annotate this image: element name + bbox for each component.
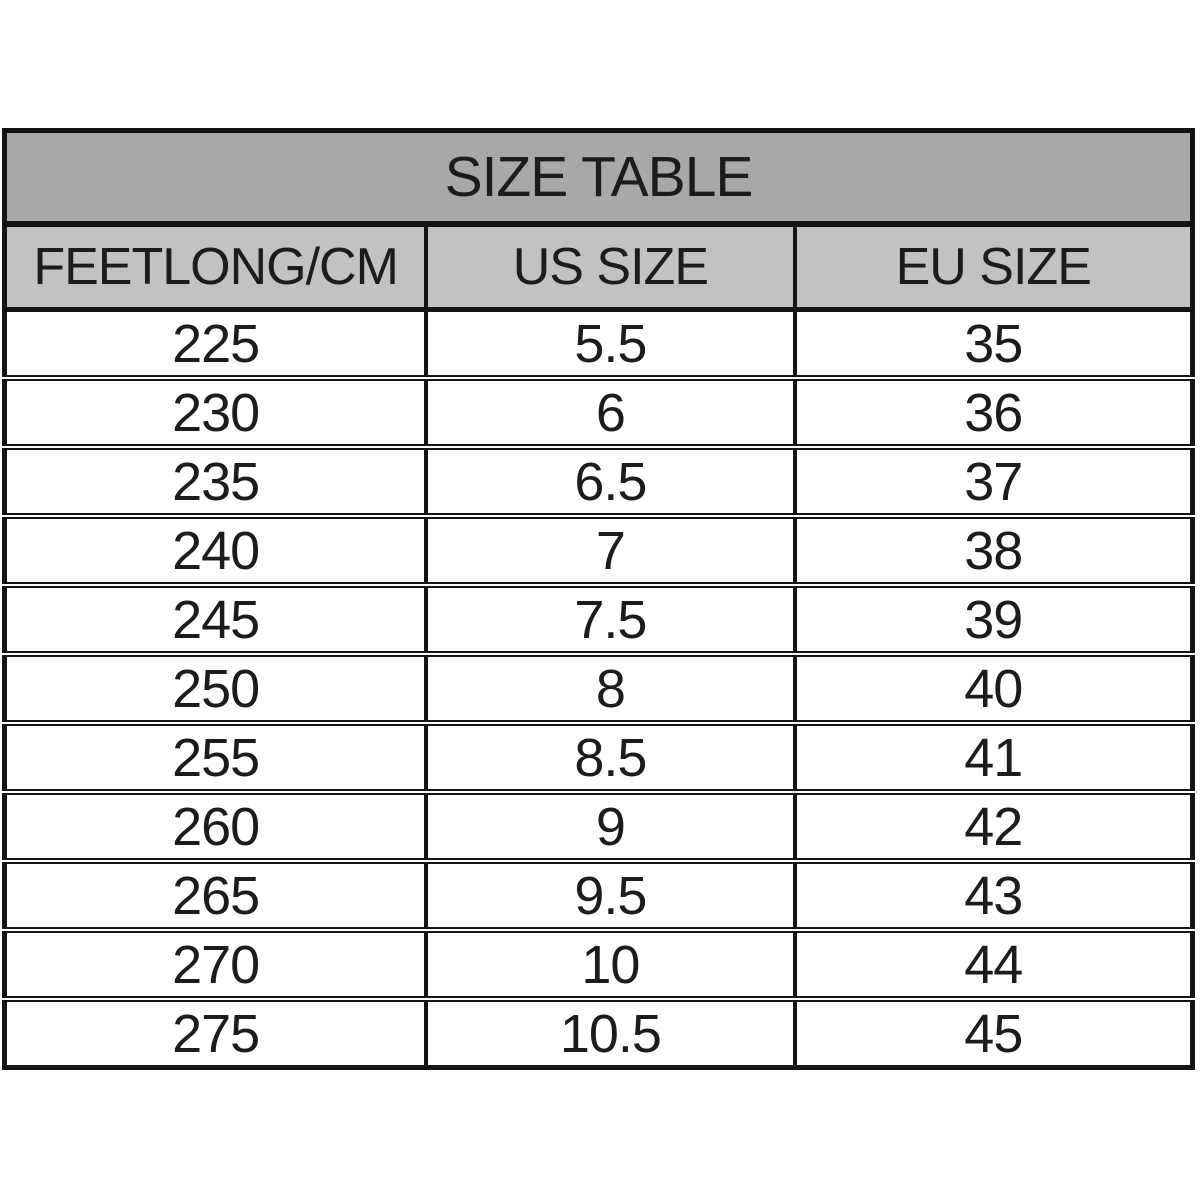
size-table-container xyxy=(2,128,1195,1070)
us-size-cell: 7.5 xyxy=(426,585,794,654)
column-header-us-size: US SIZE xyxy=(426,224,794,310)
table-row xyxy=(5,723,1193,792)
eu-size-cell: 40 xyxy=(795,654,1193,723)
feetlong-cell: 240 xyxy=(5,516,427,585)
column-header-eu-size: EU SIZE xyxy=(795,224,1193,310)
column-header-feetlong-cm: FEETLONG/CM xyxy=(5,224,427,310)
table-row xyxy=(5,310,1193,379)
eu-size-cell: 44 xyxy=(795,930,1193,999)
us-size-cell: 10.5 xyxy=(426,999,794,1068)
table-row xyxy=(5,792,1193,861)
eu-size-cell: 35 xyxy=(795,310,1193,379)
feetlong-cell: 225 xyxy=(5,310,427,379)
table-row xyxy=(5,654,1193,723)
feetlong-cell: 260 xyxy=(5,792,427,861)
us-size-cell: 8 xyxy=(426,654,794,723)
table-row xyxy=(5,930,1193,999)
header-row xyxy=(5,224,1193,310)
us-size-cell: 5.5 xyxy=(426,310,794,379)
table-row xyxy=(5,516,1193,585)
us-size-cell: 10 xyxy=(426,930,794,999)
feetlong-cell: 235 xyxy=(5,447,427,516)
size-table xyxy=(2,128,1195,1070)
us-size-cell: 7 xyxy=(426,516,794,585)
eu-size-cell: 37 xyxy=(795,447,1193,516)
feetlong-cell: 275 xyxy=(5,999,427,1068)
eu-size-cell: 42 xyxy=(795,792,1193,861)
table-row xyxy=(5,585,1193,654)
feetlong-cell: 230 xyxy=(5,378,427,447)
eu-size-cell: 41 xyxy=(795,723,1193,792)
feetlong-cell: 245 xyxy=(5,585,427,654)
us-size-cell: 8.5 xyxy=(426,723,794,792)
eu-size-cell: 38 xyxy=(795,516,1193,585)
table-row xyxy=(5,861,1193,930)
title-row xyxy=(5,131,1193,225)
us-size-cell: 9 xyxy=(426,792,794,861)
table-row xyxy=(5,999,1193,1068)
feetlong-cell: 250 xyxy=(5,654,427,723)
table-row xyxy=(5,447,1193,516)
table-title: SIZE TABLE xyxy=(5,131,1193,225)
eu-size-cell: 45 xyxy=(795,999,1193,1068)
us-size-cell: 9.5 xyxy=(426,861,794,930)
us-size-cell: 6 xyxy=(426,378,794,447)
eu-size-cell: 36 xyxy=(795,378,1193,447)
eu-size-cell: 43 xyxy=(795,861,1193,930)
feetlong-cell: 265 xyxy=(5,861,427,930)
feetlong-cell: 255 xyxy=(5,723,427,792)
feetlong-cell: 270 xyxy=(5,930,427,999)
eu-size-cell: 39 xyxy=(795,585,1193,654)
table-row xyxy=(5,378,1193,447)
us-size-cell: 6.5 xyxy=(426,447,794,516)
